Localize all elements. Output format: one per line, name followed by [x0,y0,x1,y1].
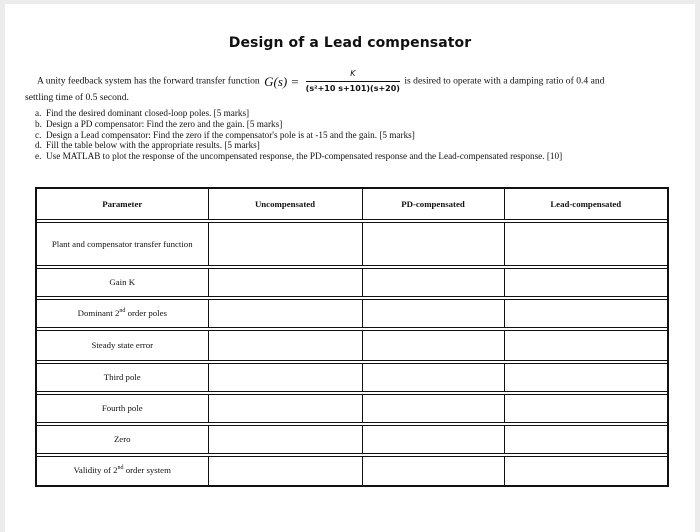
transfer-function-lhs [264,73,300,89]
cell-lead-compensated[interactable] [504,395,668,423]
header-pd-compensated: PD-compensated [362,188,504,220]
intro-text-after: is desired to operate with a damping ratio of 0.4 and [404,75,605,87]
task-text: Find the desired dominant closed-loop poles. [5 marks] [46,108,250,118]
cell-pd-compensated[interactable] [362,426,504,454]
task-text: Design a Lead compensator: Find the zero if the compensator's pole is at -15 and the gain. [5 marks] [46,129,415,140]
header-lead-compensated: Lead-compensated [504,188,668,220]
cell-pd-compensated[interactable] [362,331,504,361]
row-label-sup: nd [119,308,126,315]
task-marker: d. [35,140,42,151]
gs-label: G(s) = [264,73,300,89]
table-header-row [36,188,668,220]
table-row [36,223,668,266]
row-label [36,457,208,486]
task-item [35,140,562,151]
problem-statement [37,68,677,95]
cell-uncompensated[interactable] [208,223,362,266]
row-label-text: Plant and compensator transfer function [51,238,193,249]
task-item [35,108,562,119]
row-label [36,331,208,361]
cell-lead-compensated[interactable] [504,300,668,328]
task-marker: c. [35,129,42,140]
results-table [35,187,669,487]
tf-numerator: K [350,69,356,78]
table-row [36,269,668,297]
cell-lead-compensated[interactable] [504,223,668,266]
task-list [35,108,562,162]
cell-uncompensated[interactable] [208,395,362,423]
task-marker: e. [35,151,42,162]
table-row [36,426,668,454]
row-label [36,223,208,266]
row-label-text: Dominant 2 [77,308,120,318]
row-label-text: Gain K [109,277,136,287]
cell-lead-compensated[interactable] [504,331,668,361]
cell-uncompensated[interactable] [208,300,362,328]
intro-line-2: settling time of 0.5 second. [25,92,129,103]
task-text: Fill the table below with the appropriate results. [5 marks] [46,140,260,151]
row-label-text: order poles [125,308,167,318]
cell-lead-compensated[interactable] [504,269,668,297]
row-label [36,300,208,328]
table-row [36,457,668,486]
table-row [36,395,668,423]
cell-pd-compensated[interactable] [362,269,504,297]
row-label-sup: nd [117,465,124,472]
row-label-text: order system [123,465,171,476]
row-label [36,269,208,297]
cell-pd-compensated[interactable] [362,364,504,392]
cell-uncompensated[interactable] [208,364,362,392]
document-page [5,4,695,532]
cell-uncompensated[interactable] [208,426,362,454]
task-text: Design a PD compensator: Find the zero and the gain. [5 marks] [46,118,283,129]
task-marker: b. [35,118,42,129]
tf-denominator: (s²+10 s+101)(s+20) [306,81,400,95]
cell-uncompensated[interactable] [208,331,362,361]
cell-pd-compensated[interactable] [362,223,504,266]
row-label-text: Fourth pole [101,403,143,413]
cell-lead-compensated[interactable] [504,457,668,486]
cell-uncompensated[interactable] [208,457,362,486]
transfer-function-fraction [306,68,400,95]
table-row [36,364,668,392]
task-text: Use MATLAB to plot the response of the uncompensated response, the PD-compensated response and the Lead-compensated response. [10] [46,151,563,162]
task-item [35,119,562,130]
task-item [35,130,562,141]
cell-pd-compensated[interactable] [362,300,504,328]
row-label [36,395,208,423]
table-row [36,300,668,328]
cell-pd-compensated[interactable] [362,457,504,486]
page-title: Design of a Lead compensator [228,35,472,51]
row-label-text: Steady state error [91,340,154,350]
cell-uncompensated[interactable] [208,269,362,297]
cell-lead-compensated[interactable] [504,364,668,392]
row-label [36,364,208,392]
cell-pd-compensated[interactable] [362,395,504,423]
task-marker: a. [35,108,42,118]
header-uncompensated: Uncompensated [208,188,362,220]
cell-lead-compensated[interactable] [504,426,668,454]
row-label-text: Zero [113,434,131,444]
header-parameter: Parameter [36,188,208,220]
task-item [35,151,562,162]
row-label-text: Validity of 2 [73,465,118,476]
intro-text-before: A unity feedback system has the forward transfer function [37,75,260,87]
row-label [36,426,208,454]
table-row [36,331,668,361]
row-label-text: Third pole [103,372,141,382]
